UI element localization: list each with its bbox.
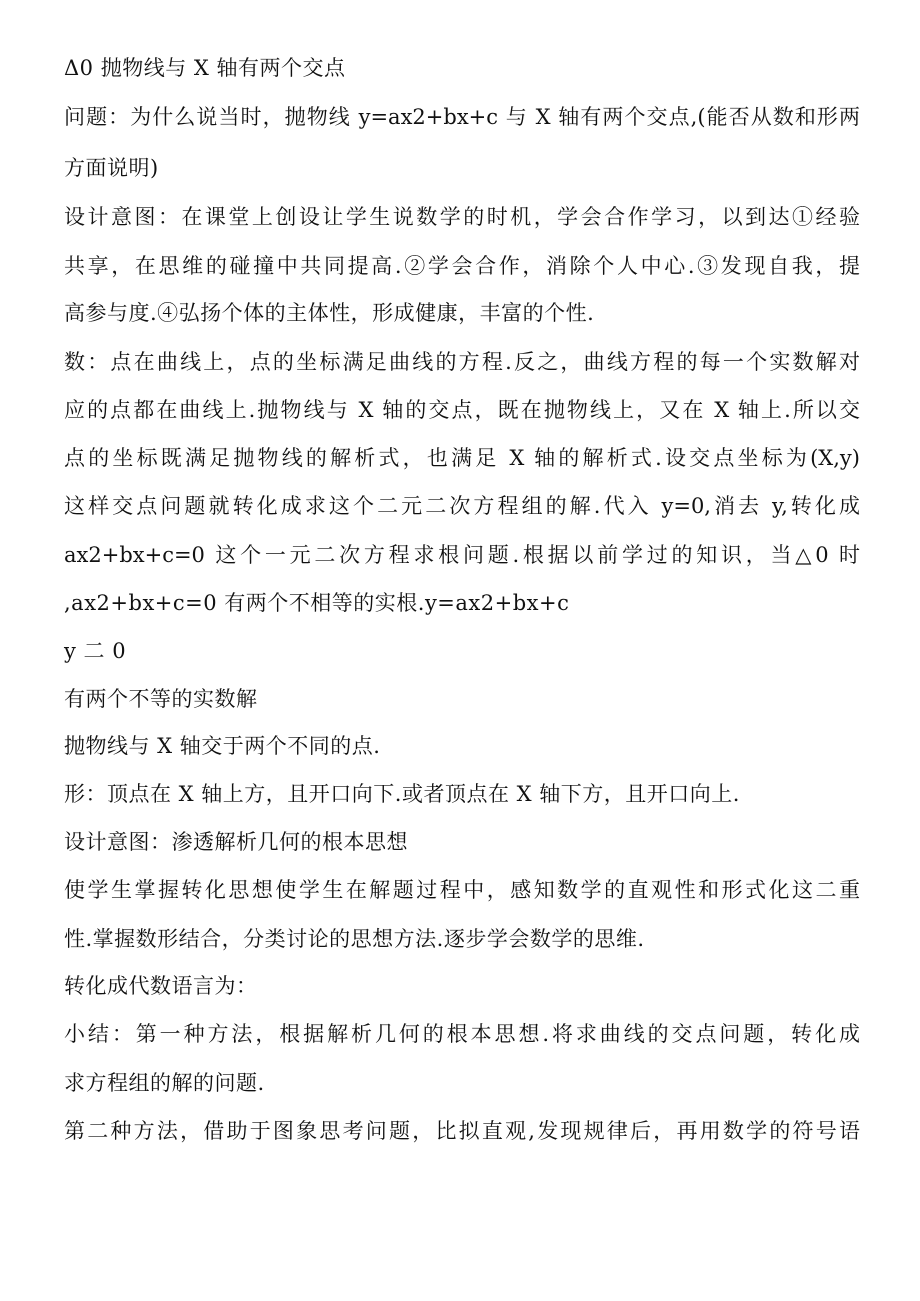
text-line: 问题：为什么说当时，抛物线 y=ax2+bx+c 与 X 轴有两个交点,(能否从数和形两 xyxy=(64,105,860,129)
text-line: ax2+bx+c=0 这个一元二次方程求根问题.根据以前学过的知识，当△0 时 xyxy=(64,543,860,567)
text-line: 小结：第一种方法，根据解析几何的根本思想.将求曲线的交点问题，转化成 xyxy=(64,1022,860,1046)
text-line: 这样交点问题就转化成求这个二元二次方程组的解.代入 y=0,消去 y,转化成 xyxy=(64,494,860,518)
text-line: 使学生掌握转化思想使学生在解题过程中，感知数学的直观性和形式化这二重 xyxy=(64,878,860,902)
text-line: Δ0 抛物线与 X 轴有两个交点 xyxy=(64,56,346,80)
text-line: ,ax2+bx+c=0 有两个不相等的实根.y=ax2+bx+c xyxy=(64,591,570,615)
text-line: 求方程组的解的问题. xyxy=(64,1071,265,1095)
text-line: 方面说明) xyxy=(64,156,159,180)
text-line: 性.掌握数形结合，分类讨论的思想方法.逐步学会数学的思维. xyxy=(64,927,645,951)
text-line: y 二 0 xyxy=(64,639,127,663)
text-line: 有两个不等的实数解 xyxy=(64,687,258,711)
text-line: 设计意图：渗透解析几何的根本思想 xyxy=(64,830,408,854)
text-line: 设计意图：在课堂上创设让学生说数学的时机，学会合作学习，以到达①经验 xyxy=(64,205,860,229)
text-line: 高参与度.④弘扬个体的主体性，形成健康，丰富的个性. xyxy=(64,301,595,325)
text-line: 应的点都在曲线上.抛物线与 X 轴的交点，既在抛物线上，又在 X 轴上.所以交 xyxy=(64,398,860,422)
text-line: 点的坐标既满足抛物线的解析式，也满足 X 轴的解析式.设交点坐标为(X,y) xyxy=(64,446,860,470)
text-line: 共享，在思维的碰撞中共同提高.②学会合作，消除个人中心.③发现自我，提 xyxy=(64,254,860,278)
text-line: 转化成代数语言为： xyxy=(64,974,258,998)
text-line: 数：点在曲线上，点的坐标满足曲线的方程.反之，曲线方程的每一个实数解对 xyxy=(64,350,860,374)
text-line: 第二种方法，借助于图象思考问题，比拟直观,发现规律后，再用数学的符号语 xyxy=(64,1119,860,1143)
text-line: 形：顶点在 X 轴上方，且开口向下.或者顶点在 X 轴下方，且开口向上. xyxy=(64,782,740,806)
text-line: 抛物线与 X 轴交于两个不同的点. xyxy=(64,734,381,758)
